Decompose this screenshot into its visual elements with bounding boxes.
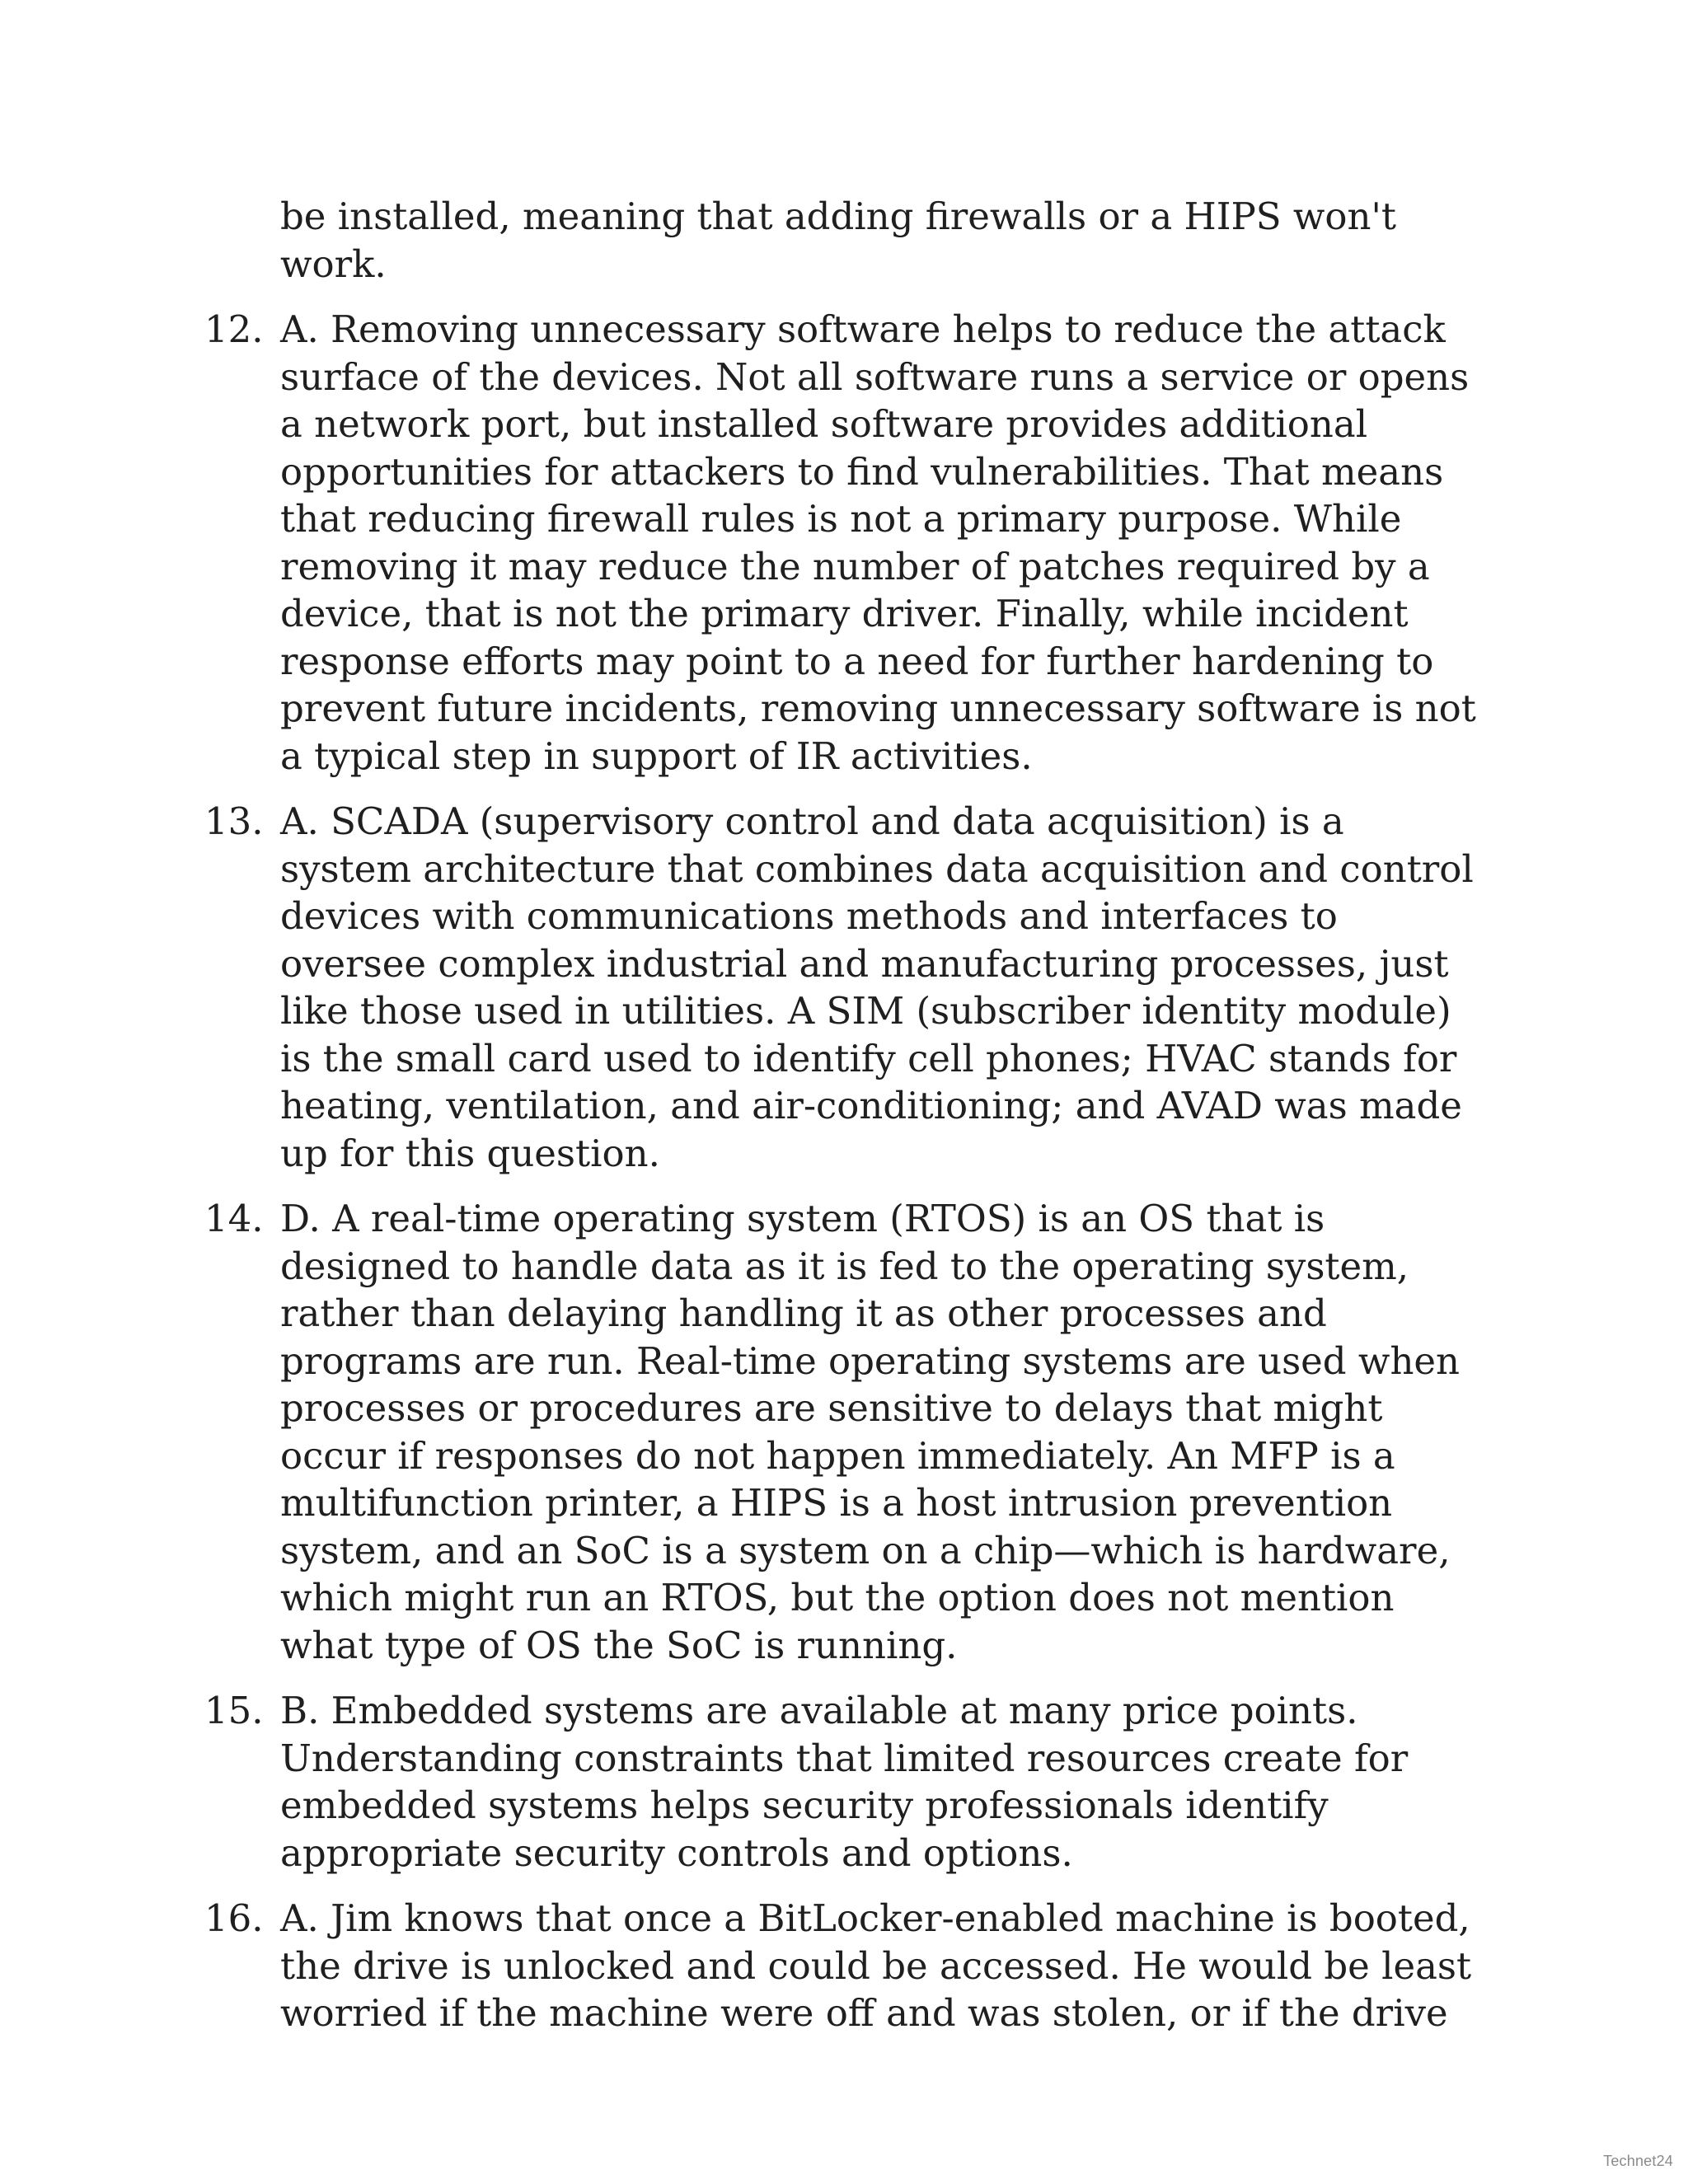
answer-item-16 — [204, 1895, 1484, 2037]
answer-explanation: A. Removing unnecessary software helps to reduce the attack surface of the devices. Not all software runs a service or opens a network port, but installed software provides additional opportunities for attackers to find vulnerabilities. That means that reducing firewall rules is not a primary purpose. While removing it may reduce the number of patches required by a device, that is not the primary driver. Finally, while incident response efforts may point to a need for further hardening to prevent future incidents, removing unnecessary software is not a typical step in support of IR activities. — [280, 307, 1476, 778]
answer-explanation: B. Embedded systems are available at many price points. Understanding constraints that limited resources create for embedded systems helps security professionals identify appropriate security controls and options. — [280, 1689, 1409, 1875]
answer-number: 12. — [204, 307, 264, 351]
answer-explanation: A. Jim knows that once a BitLocker-enabled machine is booted, the drive is unlocked and could be accessed. He would be least worried if the machine were off and was stolen, or if the drive — [280, 1896, 1472, 2035]
watermark: Technet24 — [1603, 2153, 1673, 2169]
answer-explanation: D. A real-time operating system (RTOS) is an OS that is designed to handle data as it is fed to the operating system, rather than delaying handling it as other processes and programs are run. Real-time operating systems are used when processes or procedures are sensitive to delays that might occur if responses do not happen immediately. An MFP is a multifunction printer, a HIPS is a host intrusion prevention system, and an SoC is a system on a chip—which is hardware, which might run an RTOS, but the option does not mention what type of OS the SoC is running. — [280, 1197, 1461, 1667]
answer-explanation: A. SCADA (supervisory control and data acquisition) is a system architecture that combines data acquisition and control devices with communications methods and interfaces to oversee complex industrial and manufacturing processes, just like those used in utilities. A SIM (subscriber identity module) is the small card used to identify cell phones; HVAC stands for heating, ventilation, and air-conditioning; and AVAD was made up for this question. — [280, 799, 1474, 1175]
answer-text-column — [204, 193, 1484, 2055]
answer-item-15 — [204, 1687, 1484, 1877]
answer-item-12 — [204, 306, 1484, 780]
answer-number: 13. — [204, 799, 264, 843]
answer-number: 16. — [204, 1896, 264, 1940]
answer-number: 15. — [204, 1689, 264, 1732]
answer-number: 14. — [204, 1197, 264, 1240]
answer-item-13 — [204, 798, 1484, 1177]
continued-answer-text: be installed, meaning that adding firewalls or a HIPS won't work. — [280, 194, 1396, 286]
answer-item-14 — [204, 1195, 1484, 1669]
